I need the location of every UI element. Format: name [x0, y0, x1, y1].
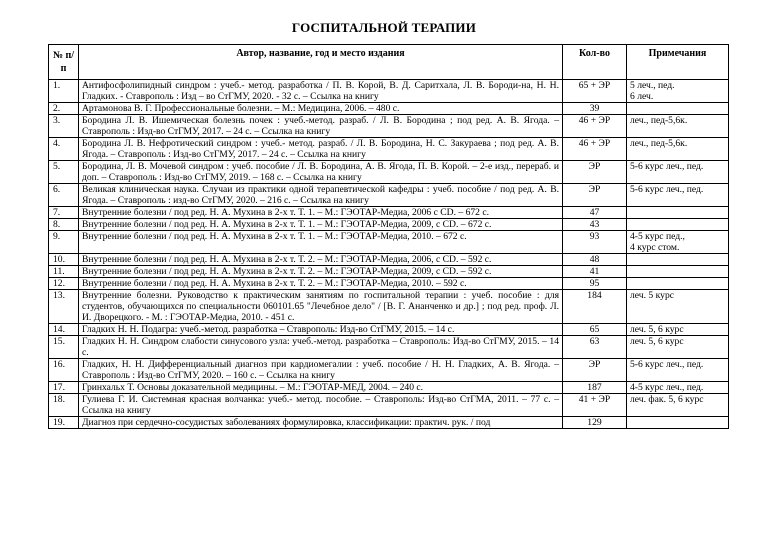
row-description: Внутренние болезни. Руководство к практическим занятиям по госпитальной терапии : учеб. пособие : для студентов, обучающихся по специальности 060101.65 "Лечебное дело" / [В. Г. Ананченко и др.] ; под ред. проф. Л. И. Дворецкого. - М. : ГЭОТАР-Медиа, 2010. - 451 с.: [79, 290, 563, 324]
row-note: [627, 290, 729, 324]
row-description: Внутренние болезни / под ред. Н. А. Мухина в 2-х т. Т. 2. – М.: ГЭОТАР-Медиа, 2006, с CD. – 592 с.: [79, 254, 563, 266]
table-row: [49, 103, 729, 115]
row-number: 2.: [49, 103, 79, 115]
row-quantity: 65 + ЭР: [563, 80, 627, 103]
row-quantity: ЭР: [563, 359, 627, 382]
note-line: 4-5 курс пед.,: [630, 231, 685, 242]
note-line: леч. 5, 6 курс: [630, 336, 684, 347]
row-number: 16.: [49, 359, 79, 382]
row-quantity: 47: [563, 207, 627, 219]
row-description: Гулиева Г. И. Системная красная волчанка: учеб.- метод. пособие. – Ставрополь: Изд-во СтГМА, 2011. – 77 с. – Ссылка на книгу: [79, 394, 563, 417]
row-note: [627, 161, 729, 184]
row-description: Внутренние болезни / под ред. Н. А. Мухина в 2-х т. Т. 2. – М.: ГЭОТАР-Медиа, 2010. – 592 с.: [79, 278, 563, 290]
row-number: 7.: [49, 207, 79, 219]
table-row: [49, 278, 729, 290]
table-row: [49, 254, 729, 266]
row-number: 8.: [49, 219, 79, 231]
row-note: [627, 184, 729, 207]
row-description: Гладких Н. Н. Синдром слабости синусового узла: учеб.-метод. разработка – Ставрополь: Изд-во СтГМУ, 2015. – 14 с.: [79, 336, 563, 359]
table-row: [49, 417, 729, 429]
table-row: [49, 359, 729, 382]
row-quantity: 46 + ЭР: [563, 138, 627, 161]
row-number: 19.: [49, 417, 79, 429]
table-row: [49, 324, 729, 336]
row-description: Внутренние болезни / под ред. Н. А. Мухина в 2-х т. Т. 2. – М.: ГЭОТАР-Медиа, 2009, с CD. – 592 с.: [79, 266, 563, 278]
row-description: Артамонова В. Г. Профессиональные болезни. – М.: Медицина, 2006. – 480 с.: [79, 103, 563, 115]
row-note: [627, 336, 729, 359]
row-number: 13.: [49, 290, 79, 324]
table-header-row: [49, 45, 729, 80]
row-number: 12.: [49, 278, 79, 290]
row-quantity: 129: [563, 417, 627, 429]
table-row: [49, 207, 729, 219]
row-note: [627, 103, 729, 115]
row-description: Внутренние болезни / под ред. Н. А. Мухина в 2-х т. Т. 1. – М.: ГЭОТАР-Медиа, 2006 с CD. – 672 с.: [79, 207, 563, 219]
row-note: [627, 278, 729, 290]
row-number: 1.: [49, 80, 79, 103]
row-description: Бородина, Л. В. Мочевой синдром : учеб. пособие / Л. В. Бородина, А. В. Ягода, П. В. Корой. – 2-е изд., перераб. и доп. – Ставрополь : Изд-во СтГМУ, 2019. – 168 с. – Ссылка на книгу: [79, 161, 563, 184]
row-number: 11.: [49, 266, 79, 278]
row-quantity: 95: [563, 278, 627, 290]
row-description: Антифосфолипидный синдром : учеб.- метод. разработка / П. В. Корой, В. Д. Саритхала, Л. В. Бороди-на, Н. Н. Гладких. - Ставрополь : Изд – во СтГМУ, 2020. - 32 с. – Ссылка на книгу: [79, 80, 563, 103]
table-row: [49, 382, 729, 394]
table-row: [49, 138, 729, 161]
row-quantity: 65: [563, 324, 627, 336]
table-row: [49, 231, 729, 254]
note-line: леч. 5 курс: [630, 290, 675, 301]
table-row: [49, 290, 729, 324]
header-note: Примечания: [627, 45, 729, 80]
note-line: леч. 5, 6 курс: [630, 324, 684, 335]
row-quantity: 48: [563, 254, 627, 266]
bibliography-table: [48, 44, 729, 429]
note-line: 5-6 курс леч., пед.: [630, 184, 704, 195]
note-line: леч., пед-5,6к.: [630, 138, 688, 149]
row-description: Великая клиническая наука. Случаи из практики одной терапевтической кафедры : учеб. пособие / под ред. А. В. Ягода. – Ставрополь : изд-во СтГМУ, 2020. – 216 с. – Ссылка на книгу: [79, 184, 563, 207]
row-quantity: 63: [563, 336, 627, 359]
row-description: Бородина Л. В. Ишемическая болезнь почек : учеб.-метод. разраб. / Л. В. Бородина ; под ред. А. В. Ягода. – Ставрополь : Изд-во СтГМУ, 2017. – 24 с. – Ссылка на книгу: [79, 115, 563, 138]
row-note: [627, 394, 729, 417]
row-description: Бородина Л. В. Нефротический синдром : учеб.- метод. разраб. / Л. В. Бородина, Н. С. Закураева ; под ред. А. В. Ягода. – Ставрополь : Изд-во СтГМУ, 2017. – 24 с. – Ссылка на книгу: [79, 138, 563, 161]
note-line: леч., пед-5,6к.: [630, 115, 688, 126]
note-line: 6 леч.: [630, 91, 654, 102]
row-quantity: 93: [563, 231, 627, 254]
row-note: [627, 266, 729, 278]
note-line: 5 леч., пед.: [630, 80, 675, 91]
row-note: [627, 231, 729, 254]
table-row: [49, 184, 729, 207]
row-quantity: ЭР: [563, 184, 627, 207]
row-description: Диагноз при сердечно-сосудистых заболеваниях формулировка, классификации: практич. рук. / под: [79, 417, 563, 429]
row-note: [627, 80, 729, 103]
table-row: [49, 115, 729, 138]
row-note: [627, 359, 729, 382]
row-quantity: ЭР: [563, 161, 627, 184]
note-line: 5-6 курс леч., пед.: [630, 359, 704, 370]
row-quantity: 46 + ЭР: [563, 115, 627, 138]
row-number: 6.: [49, 184, 79, 207]
table-body: [49, 80, 729, 429]
note-line: 4 курс стом.: [630, 242, 680, 253]
row-note: [627, 382, 729, 394]
table-row: [49, 161, 729, 184]
table-row: [49, 336, 729, 359]
row-number: 18.: [49, 394, 79, 417]
row-number: 15.: [49, 336, 79, 359]
note-line: леч. фак. 5, 6 курс: [630, 394, 704, 405]
row-note: [627, 219, 729, 231]
table-row: [49, 219, 729, 231]
table-row: [49, 80, 729, 103]
row-quantity: 187: [563, 382, 627, 394]
note-line: 5-6 курс леч., пед.: [630, 161, 704, 172]
table-row: [49, 394, 729, 417]
row-description: Внутренние болезни / под ред. Н. А. Мухина в 2-х т. Т. 1. – М.: ГЭОТАР-Медиа, 2010. – 672 с.: [79, 231, 563, 254]
row-number: 17.: [49, 382, 79, 394]
row-description: Гладких Н. Н. Подагра: учеб.-метод. разработка – Ставрополь: Изд-во СтГМУ, 2015. – 14 с.: [79, 324, 563, 336]
row-note: [627, 254, 729, 266]
row-description: Гринхальх Т. Основы доказательной медицины. – М.: ГЭОТАР-МЕД, 2004. – 240 с.: [79, 382, 563, 394]
row-note: [627, 115, 729, 138]
row-number: 10.: [49, 254, 79, 266]
row-description: Гладких, Н. Н. Дифференциальный диагноз при кардиомегалии : учеб. пособие / Н. Н. Гладких, А. В. Ягода. – Ставрополь : Изд-во СтГМУ, 2020. – 160 с. – Ссылка на книгу: [79, 359, 563, 382]
row-number: 4.: [49, 138, 79, 161]
row-number: 3.: [49, 115, 79, 138]
row-number: 5.: [49, 161, 79, 184]
header-qty: Кол-во: [563, 45, 627, 80]
page-title: ГОСПИТАЛЬНОЙ ТЕРАПИИ: [291, 20, 477, 35]
row-note: [627, 324, 729, 336]
row-note: [627, 417, 729, 429]
row-quantity: 41 + ЭР: [563, 394, 627, 417]
row-description: Внутренние болезни / под ред. Н. А. Мухина в 2-х т. Т. 1. – М.: ГЭОТАР-Медиа, 2009, с CD. – 672 с.: [79, 219, 563, 231]
header-desc: Автор, название, год и место издания: [79, 45, 563, 80]
row-note: [627, 207, 729, 219]
row-number: 9.: [49, 231, 79, 254]
row-quantity: 43: [563, 219, 627, 231]
row-quantity: 39: [563, 103, 627, 115]
row-number: 14.: [49, 324, 79, 336]
row-note: [627, 138, 729, 161]
row-quantity: 184: [563, 290, 627, 324]
row-quantity: 41: [563, 266, 627, 278]
header-num: № п/п: [49, 45, 79, 80]
note-line: 4-5 курс леч., пед.: [630, 382, 704, 393]
table-row: [49, 266, 729, 278]
